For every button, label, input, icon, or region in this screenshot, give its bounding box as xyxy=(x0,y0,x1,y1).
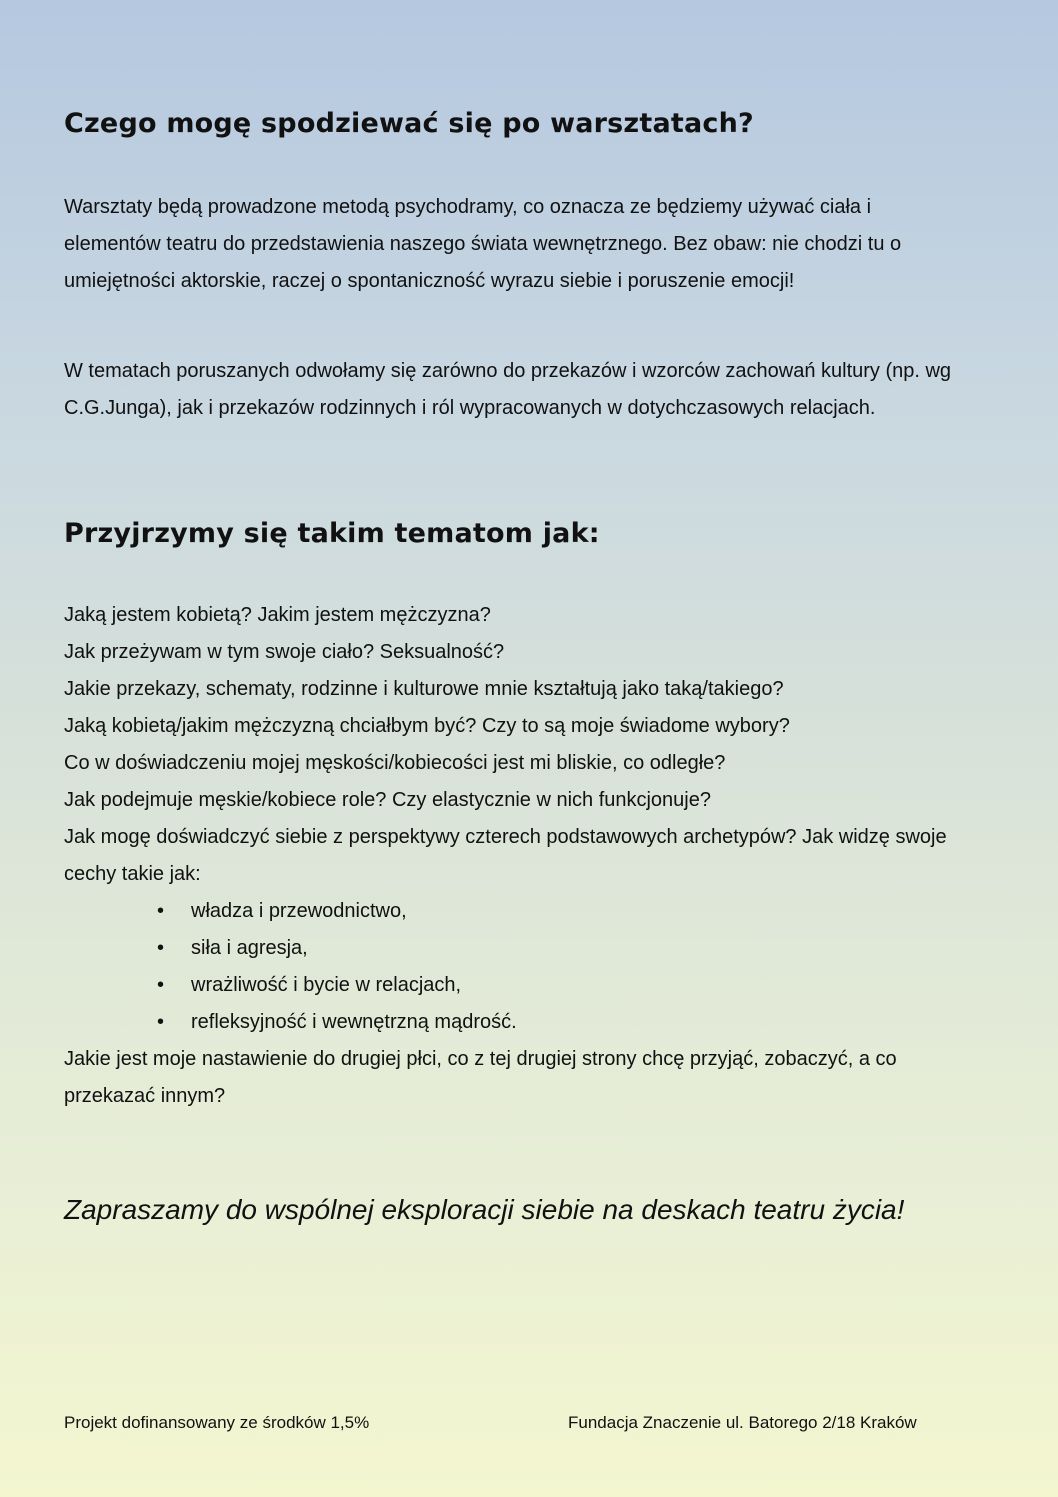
question-line: Jak przeżywam w tym swoje ciało? Seksualność? xyxy=(64,641,505,663)
bullet-text: siła i agresja, xyxy=(191,937,308,959)
bullet-text: wrażliwość i bycie w relacjach, xyxy=(191,974,462,996)
bullet-icon: • xyxy=(157,974,165,996)
paragraph-psychodrama: Warsztaty będą prowadzone metodą psychodramy, co oznacza ze będziemy używać ciała i elementów teatru do przedstawienia naszego świata wewnętrznego. Bez obaw: nie chodzi tu o umiejętności aktorskie, raczej o spontaniczność wyrazu siebie i poruszenie emocji! xyxy=(64,196,902,292)
questions-block xyxy=(64,597,964,1115)
bullet-item xyxy=(64,930,964,967)
bullet-icon: • xyxy=(157,900,165,922)
closing-question: Jakie jest moje nastawienie do drugiej płci, co z tej drugiej strony chcę przyjąć, zobaczyć, a co przekazać innym? xyxy=(64,1048,897,1107)
bullet-item xyxy=(64,893,964,930)
bullet-item xyxy=(64,967,964,1004)
bullet-icon: • xyxy=(157,1011,165,1033)
footer-funding-note: Projekt dofinansowany ze środków 1,5% xyxy=(64,1413,370,1432)
invitation-text: Zapraszamy do wspólnej eksploracji siebie na deskach teatru życia! xyxy=(64,1194,905,1225)
paragraph-topics: W tematach poruszanych odwołamy się zarówno do przekazów i wzorców zachowań kultury (np. wg C.G.Junga), jak i przekazów rodzinnych i ról wypracowanych w dotychczasowych relacjach. xyxy=(64,360,952,419)
question-line: Jakie przekazy, schematy, rodzinne i kulturowe mnie kształtują jako taką/takiego? xyxy=(64,678,784,700)
question-line: Jaką jestem kobietą? Jakim jestem mężczyzna? xyxy=(64,604,491,626)
section-heading-themes: Przyjrzymy się takim tematom jak: xyxy=(64,518,600,549)
question-line: Jak mogę doświadczyć siebie z perspektywy czterech podstawowych archetypów? Jak widzę swoje cechy takie jak: xyxy=(64,826,947,885)
bullet-text: władza i przewodnictwo, xyxy=(191,900,407,922)
question-line: Co w doświadczeniu mojej męskości/kobiecości jest mi bliskie, co odległe? xyxy=(64,752,726,774)
archetype-bullet-list xyxy=(64,893,964,1041)
bullet-text: refleksyjność i wewnętrzną mądrość. xyxy=(191,1011,517,1033)
question-line: Jaką kobietą/jakim mężczyzną chciałbym być? Czy to są moje świadome wybory? xyxy=(64,715,790,737)
section-heading-expectations: Czego mogę spodziewać się po warsztatach? xyxy=(64,108,754,139)
footer-foundation-address: Fundacja Znaczenie ul. Batorego 2/18 Kraków xyxy=(568,1413,917,1432)
question-line: Jak podejmuje męskie/kobiece role? Czy elastycznie w nich funkcjonuje? xyxy=(64,789,711,811)
bullet-item xyxy=(64,1004,964,1041)
bullet-icon: • xyxy=(157,937,165,959)
